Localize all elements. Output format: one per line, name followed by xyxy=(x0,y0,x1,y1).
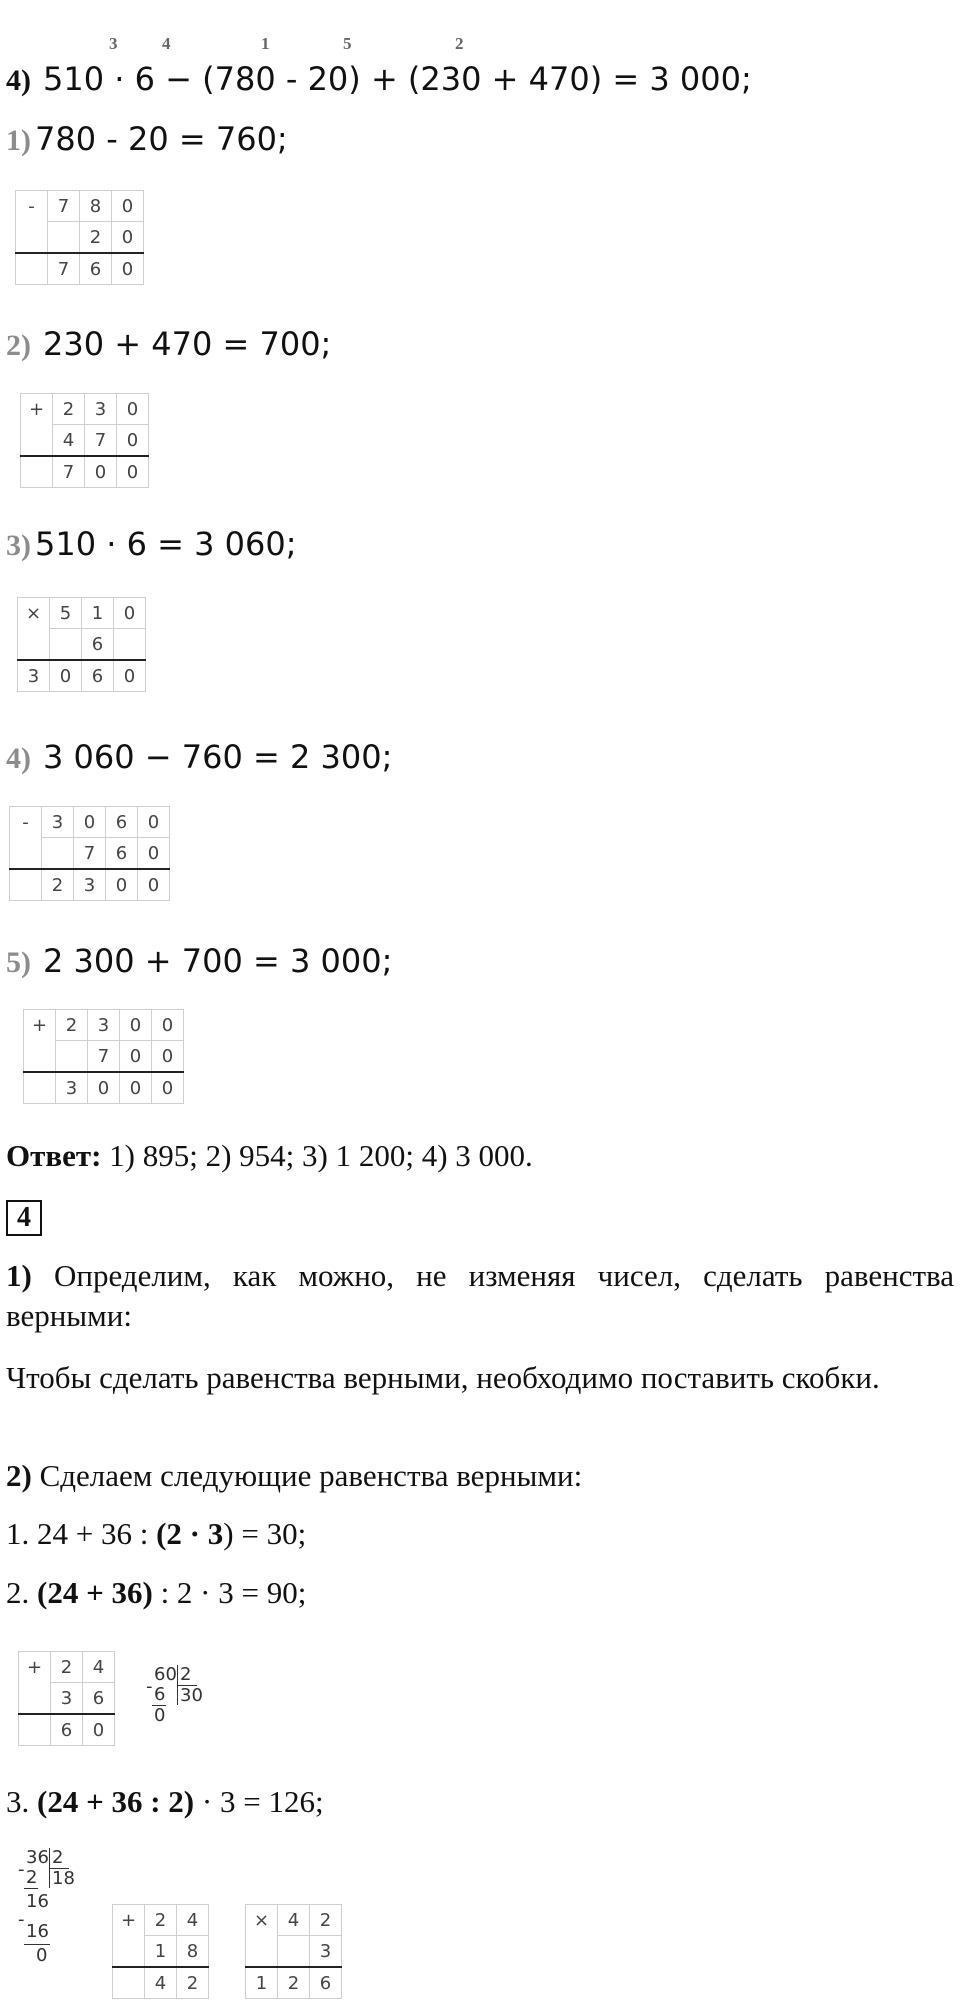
subtrahend: 6 xyxy=(154,1684,166,1705)
digit: 0 xyxy=(112,191,144,222)
digit: 3 xyxy=(18,660,50,692)
digit: 7 xyxy=(48,191,80,222)
column-subtraction-1 xyxy=(15,190,144,285)
cell xyxy=(113,1936,145,1968)
digit: 0 xyxy=(138,838,170,870)
minus-sign: - xyxy=(18,1859,25,1880)
eq-text: 2. xyxy=(6,1575,37,1610)
digit: 0 xyxy=(120,1010,152,1041)
answer-text: 1) 895; 2) 954; 3) 1 200; 4) 3 000. xyxy=(101,1138,533,1173)
subtrahend: 16 xyxy=(26,1921,49,1942)
quotient: 30 xyxy=(180,1685,203,1706)
order-mark: 5 xyxy=(343,34,352,53)
step-expr: 510 · 6 = 3 060; xyxy=(35,525,297,563)
cell xyxy=(10,869,42,901)
digit: 6 xyxy=(106,838,138,870)
digit: 6 xyxy=(82,660,114,692)
part1-paragraph xyxy=(6,1256,954,1336)
cell xyxy=(16,222,48,254)
cell xyxy=(24,1072,56,1104)
digit: 2 xyxy=(278,1967,310,1999)
column-addition-5 xyxy=(23,1009,184,1104)
cell xyxy=(16,253,48,285)
digit xyxy=(42,838,74,870)
digit: 6 xyxy=(82,629,114,661)
digit: 6 xyxy=(83,1683,115,1715)
digit: 0 xyxy=(117,394,149,425)
part1-text2: Чтобы сделать равенства верными, необходимо поставить скобки. xyxy=(6,1360,880,1395)
step-num: 3) xyxy=(6,529,31,562)
digit: 0 xyxy=(152,1072,184,1104)
digit: 2 xyxy=(42,869,74,901)
answer-label: Ответ: xyxy=(6,1138,102,1173)
digit: 0 xyxy=(138,869,170,901)
cell xyxy=(24,1041,56,1073)
digit: 0 xyxy=(117,456,149,488)
digit: 3 xyxy=(42,807,74,838)
digit: 0 xyxy=(117,425,149,457)
operator: + xyxy=(24,1010,56,1041)
task-number-box: 4 xyxy=(6,1200,42,1236)
step-expr: 3 060 − 760 = 2 300; xyxy=(43,738,393,776)
digit: 2 xyxy=(51,1652,83,1683)
equality-3 xyxy=(6,1782,324,1822)
digit: 4 xyxy=(53,425,85,457)
step-num: 1) xyxy=(6,124,31,157)
header-line xyxy=(6,60,752,98)
column-multiplication-3 xyxy=(17,597,146,692)
cell xyxy=(21,456,53,488)
digit: 6 xyxy=(80,253,112,285)
cell xyxy=(19,1714,51,1746)
digit: 0 xyxy=(88,1072,120,1104)
step-2 xyxy=(6,325,331,363)
digit: 8 xyxy=(177,1936,209,1968)
digit: 0 xyxy=(152,1041,184,1073)
operator: × xyxy=(18,598,50,629)
digit: 7 xyxy=(53,456,85,488)
part1-paragraph-2 xyxy=(6,1358,954,1398)
digit: 3 xyxy=(51,1683,83,1715)
part2-text: Сделаем следующие равенства верными: xyxy=(31,1458,583,1493)
operator: + xyxy=(21,394,53,425)
step-1 xyxy=(6,120,288,158)
remainder: 0 xyxy=(36,1945,48,1966)
digit: 1 xyxy=(246,1967,278,1999)
digit: 3 xyxy=(85,394,117,425)
step-expr: 780 - 20 = 760; xyxy=(35,120,288,158)
digit: 4 xyxy=(177,1905,209,1936)
order-mark: 2 xyxy=(455,34,464,53)
equality-1 xyxy=(6,1514,306,1554)
digit xyxy=(48,222,80,254)
digit: 3 xyxy=(56,1072,88,1104)
operator: × xyxy=(246,1905,278,1936)
column-multiplication-42-3 xyxy=(245,1904,342,1999)
long-division-60-2 xyxy=(146,1665,216,1745)
answer-line xyxy=(6,1136,533,1176)
digit: 3 xyxy=(74,869,106,901)
equality-2 xyxy=(6,1573,306,1613)
digit: 7 xyxy=(74,838,106,870)
header-expr: 510 · 6 − (780 - 20) + (230 + 470) = 3 000; xyxy=(43,60,752,98)
sub-line xyxy=(24,1888,38,1889)
order-mark: 4 xyxy=(162,34,171,53)
digit xyxy=(50,629,82,661)
step-num: 5) xyxy=(6,946,31,979)
cell xyxy=(21,425,53,457)
column-addition-24-18 xyxy=(112,1904,209,1999)
digit: 0 xyxy=(120,1041,152,1073)
digit: 2 xyxy=(310,1905,342,1936)
eq-text: : 2 · 3 = 90; xyxy=(152,1575,307,1610)
digit: 0 xyxy=(106,869,138,901)
order-mark: 3 xyxy=(109,34,118,53)
dividend: 36 xyxy=(26,1847,49,1868)
operator: - xyxy=(16,191,48,222)
step-num: 4) xyxy=(6,742,31,775)
subtrahend: 2 xyxy=(26,1867,38,1888)
step-3 xyxy=(6,525,297,563)
digit: 4 xyxy=(278,1905,310,1936)
digit: 0 xyxy=(112,222,144,254)
divisor: 2 xyxy=(180,1664,192,1685)
part2-line xyxy=(6,1456,582,1496)
digit: 8 xyxy=(80,191,112,222)
digit: 2 xyxy=(80,222,112,254)
digit: 7 xyxy=(88,1041,120,1073)
digit: 0 xyxy=(114,598,146,629)
part1-text: Определим, как можно, не изменяя чисел, сделать равенства верными: xyxy=(6,1258,954,1333)
digit: 0 xyxy=(112,253,144,285)
digit: 2 xyxy=(177,1967,209,1999)
eq-text: 1. 24 + 36 : xyxy=(6,1516,157,1551)
operator: - xyxy=(10,807,42,838)
cell xyxy=(113,1967,145,1999)
digit: 3 xyxy=(88,1010,120,1041)
digit xyxy=(278,1936,310,1968)
digit: 6 xyxy=(310,1967,342,1999)
digit: 2 xyxy=(53,394,85,425)
remainder: 0 xyxy=(154,1705,166,1726)
order-marks xyxy=(0,34,960,54)
digit: 7 xyxy=(48,253,80,285)
digit: 4 xyxy=(145,1967,177,1999)
cell xyxy=(18,629,50,661)
cell xyxy=(19,1683,51,1715)
part1-num: 1) xyxy=(6,1258,32,1293)
digit xyxy=(114,629,146,661)
order-mark: 1 xyxy=(261,34,270,53)
minus-sign: - xyxy=(18,1909,25,1930)
eq-bold: (2 · 3 xyxy=(156,1516,224,1551)
digit: 0 xyxy=(114,660,146,692)
minus-sign: - xyxy=(146,1676,153,1697)
digit: 2 xyxy=(145,1905,177,1936)
digit: 6 xyxy=(51,1714,83,1746)
digit: 3 xyxy=(310,1936,342,1968)
step-num: 2) xyxy=(6,329,31,362)
quotient: 18 xyxy=(52,1868,75,1889)
column-subtraction-4 xyxy=(9,806,170,901)
eq-text: ) = 30; xyxy=(223,1516,307,1551)
column-addition-2 xyxy=(20,393,149,488)
digit: 2 xyxy=(56,1010,88,1041)
step-expr: 2 300 + 700 = 3 000; xyxy=(43,942,393,980)
digit: 0 xyxy=(138,807,170,838)
digit: 7 xyxy=(85,425,117,457)
step-5 xyxy=(6,942,392,980)
digit: 0 xyxy=(85,456,117,488)
eq-text: · 3 = 126; xyxy=(194,1784,324,1819)
eq-bold: (24 + 36 : 2) xyxy=(37,1784,195,1819)
digit: 1 xyxy=(82,598,114,629)
step-4 xyxy=(6,738,392,776)
digit: 0 xyxy=(152,1010,184,1041)
eq-bold: (24 + 36) xyxy=(37,1575,153,1610)
operator: + xyxy=(113,1905,145,1936)
header-num: 4) xyxy=(6,64,31,97)
eq-text: 3. xyxy=(6,1784,37,1819)
digit: 5 xyxy=(50,598,82,629)
digit: 0 xyxy=(83,1714,115,1746)
digit: 4 xyxy=(83,1652,115,1683)
column-addition-24-36 xyxy=(18,1651,115,1746)
partial: 16 xyxy=(26,1891,49,1912)
digit: 0 xyxy=(74,807,106,838)
digit xyxy=(56,1041,88,1073)
digit: 1 xyxy=(145,1936,177,1968)
operator: + xyxy=(19,1652,51,1683)
digit: 6 xyxy=(106,807,138,838)
divisor: 2 xyxy=(52,1847,64,1868)
dividend: 60 xyxy=(154,1664,177,1685)
digit: 0 xyxy=(120,1072,152,1104)
cell xyxy=(246,1936,278,1968)
digit: 0 xyxy=(50,660,82,692)
part2-num: 2) xyxy=(6,1458,32,1493)
cell xyxy=(10,838,42,870)
long-division-36-2 xyxy=(18,1848,88,1998)
step-expr: 230 + 470 = 700; xyxy=(43,325,332,363)
